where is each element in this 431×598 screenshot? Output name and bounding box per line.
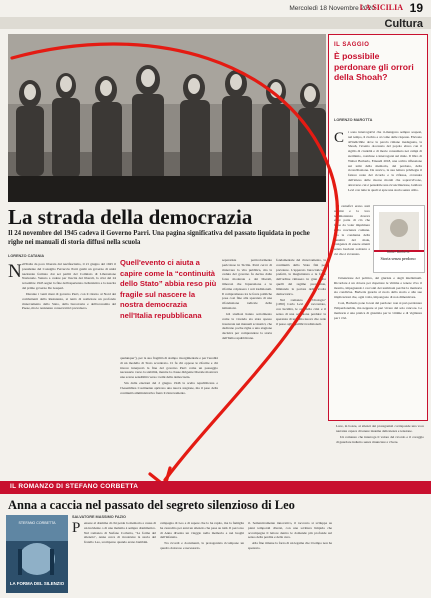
article-paragraph: fondamentale del rinnovamento, la continuità dello Stato finì per prevalere. L'apparato burocratico, i prefetti, la magistratura e le forze dell'ordine rimasero in gran parte quelli del regime precedente, limitando la portata della svolta democratica. [276, 258, 326, 296]
page-number: 19 [409, 1, 423, 15]
serial-paragraph: Luce, in bozze, ai silenzi dei protagonisti corrisponde una voce narrante capace di tenere insieme delicatezza e tensione. [336, 424, 424, 433]
article-author: LORENZO CATANIA [8, 254, 45, 258]
issue-date: Mercoledì 18 Novembre 2020 [289, 5, 375, 12]
article-subheadline: Il 24 novembre del 1945 cadeva il Governo Parri. Una pagina significativa del passato liquidata in poche righe nei manuali di storia diffusi nella scuola [8, 230, 310, 246]
serial-cover-title: LA FORMA DEL SILENZIO [9, 581, 65, 586]
article-paragraph: qualunque"), per la sua fragilità di stampo risorgimentale e per l'eredità di un modello di Stato accentrato. Ci fu chi oppose le riforme e chi invece interpretò la fine del governo Parri come un passaggio necessario verso la stabilità, mentre la classe dirigente liberale mostrava una scarsa sensibilità verso i temi della democrazia. [120, 356, 218, 380]
serial-paragraph: Tra ricordi e documenti, la protagonista ricompone un quadro doloroso e necessario. [160, 541, 244, 551]
article-paragraph: Sin dalle elezioni del 2 giugno 1946 la scelta repubblicana e l'Assemblea Costituente aprirono una nuova stagione, ma il peso della continuità amministrativa frenò il rinnovamento. [120, 381, 218, 395]
article-dropcap: N [8, 261, 22, 282]
serial-paragraph: ensare al dramma di chi perde la memoria a causa di un incidente o di una malattia è sempre drammatico. Nel romanzo di Stefano Corbetta, "La forma del silenzio", Anna cerca di ricostruire la storia del fratello Leo, scomparso quando erano bambini. [84, 521, 156, 545]
serial-dropcap: P [72, 520, 81, 536]
serial-author: SALVATORE MASSIMO FAZIO [72, 515, 126, 519]
article-paragraph: ell'Italia da poco liberata dal nazifascismo, il 21 giugno del 1945 il presidente del Consiglio Ferruccio Parri guidò un governo di unità nazionale formato dai sei partiti del Comitato di Liberazione Nazionale. Venuto a cadere per l'uscita dei liberali, la crisi del 24 novembre 1945 segnò la fine dell'esperienza ciellenistica e la nascita del primo governo De Gasperi. [22, 262, 116, 290]
serial-paragraph: il. Semanticamente innovativo, il racconto si sviluppa su piani temporali diversi, con una scrittura limpida che accompagna il lettore dentro le domande più profonde sul senso della perdita e della cura. [248, 521, 332, 540]
serial-paragraph: Un romanzo che interroga il valore del ricordo e il coraggio di guardare indietro senza rinunciare a vivere. [336, 434, 424, 444]
serial-headline: Anna a caccia nel passato del segreto silenzioso di Leo [8, 498, 295, 512]
sidebar-kicker: IL SAGGIO [334, 42, 370, 48]
serial-cover-author: STEFANO CORBETTA [18, 521, 56, 525]
book-title: Storia senza perdono [380, 256, 416, 261]
sidebar-dropcap: C [334, 130, 345, 146]
serial-paragraph: Alla fine rimane la forza di un legame che il tempo non ha spezzato. [248, 541, 332, 551]
serial-paragraph: campagna di Leo e di sapere che lo ha rapito, ma la famiglia ha custodito per anni un silenzio che pesa su tutti. Il percorso di Anna diventa un viaggio nella memoria e nei luoghi dell'infanzia. [160, 521, 244, 540]
sidebar-paragraph: Così, Barberis pone la tesi del perdono: non si può perdonare l'imperdonabile, ma neppure si può vivere del solo rancore. La memoria è una pratica di giustizia per le vittime e di vigilanza per i vivi. [334, 301, 422, 320]
article-paragraph: Durante i venti mesi di governo Parri, con il ritorno al Nord dei combattenti della Resistenza, si tentò di realizzare un profondo rinnovamento dello Stato, della burocrazia e dell'economia del Paese, ma le resistenze conservatrici prevalsero. [22, 291, 116, 311]
sidebar-paragraph: i sono interrogativi che ri-mangono sempre sospesi, nel tempo, il rischio e al come delle risposte. Elevano all'indicibile dove la parola rimane inadeguata, la Shoah, l'evento olocausto del popolo ebreo con il sigillo di crudeltà e di morte consumato nei campi di sterminio, costrinse a interrogarsi sul male. Il libro di Walter Barberis, Einaudi 2018, una scritta riflessione sui temi della memoria, del perdono, della riconciliazione. Da storico, la sua lettura privilegia il fattore reale del ricordo e la riflessa, ovvenuta dell'atteso delle risorse morali che sopravvivono, attraverso cui è pensabile una riconciliazione, laddove Levi con tutte le quali si apre una storia senza oblio. [348, 130, 422, 192]
serial-column-2 [160, 521, 244, 595]
sidebar-paragraph: I carnefici erano stati uomini e la loro testimonianza doveva esser parte di ciò che fosse da voler imprimere nella coscienza comune. Ma la condanna della banalità del male, l'esigenza di essere attenti senza lasciarsi sottrarre a ciò che è avvenuto. [334, 204, 370, 256]
sidebar-title: È possibile perdonare gli orrori della Shoah? [334, 51, 414, 82]
article-paragraph: Gli studiosi hanno sottolineato come la vicenda sia stata spesso trascurata nei manuali scolastici, che dedicano poche righe a una stagione decisiva per comprendere la storia dell'Italia repubblicana. [222, 311, 272, 340]
article-paragraph: Nel romanzo "L'Orologio" (1950) Carlo Levi ha raccontato, con lucidità, le ore della crisi e il senso di una occasione perduta: la speranza di un'Italia nuova che cede il passo agli equilibri tradizionali. [276, 297, 326, 326]
section-title: Cultura [384, 18, 423, 30]
serial-column-1 [84, 521, 156, 595]
sidebar-author: LORENZO MAROTTA [334, 118, 373, 122]
serial-book-cover [6, 515, 68, 593]
article-headline: La strada della democrazia [8, 205, 253, 229]
book-author: Walter Barberis [386, 250, 410, 254]
serial-column-4 [336, 424, 424, 595]
newspaper-logo: LA SICILIA [359, 3, 403, 12]
article-paragraph: separatiste particolarmente pericolose in Sicilia. Parri cercò di rinnovare la vita pubblica, ma la caduta del governo fu decisa dalle forze moderate e dai liberali, timorosi che l'epurazione e le riforme colpissero i ceti tradizionali. Il compromesso tra le forze politiche pose così fine alla speranza di una rifondazione radicale delle istituzioni. [222, 258, 272, 310]
serial-band-label: IL ROMANZO DI STEFANO CORBETTA [10, 483, 139, 490]
article-pull-quote: Quell'evento ci aiuta a capire come la “continuità dello Stato” abbia reso più fragile sul nascere la nostra democrazia nell'Italia repubblicana [120, 258, 217, 320]
sidebar-paragraph: l'attenzione del politico, del giurista e degli intellettuali. Ricordare è un dovere per rispettare le vittime e tenere vivo il monito, impegnando i racconti dei testimoni perché la memoria sia condivisa. Barberis guarda al ruolo della storia e alle sue implicazioni che, ogni volta, impongono di non dimenticare. [334, 276, 422, 300]
serial-column-3 [248, 521, 332, 595]
